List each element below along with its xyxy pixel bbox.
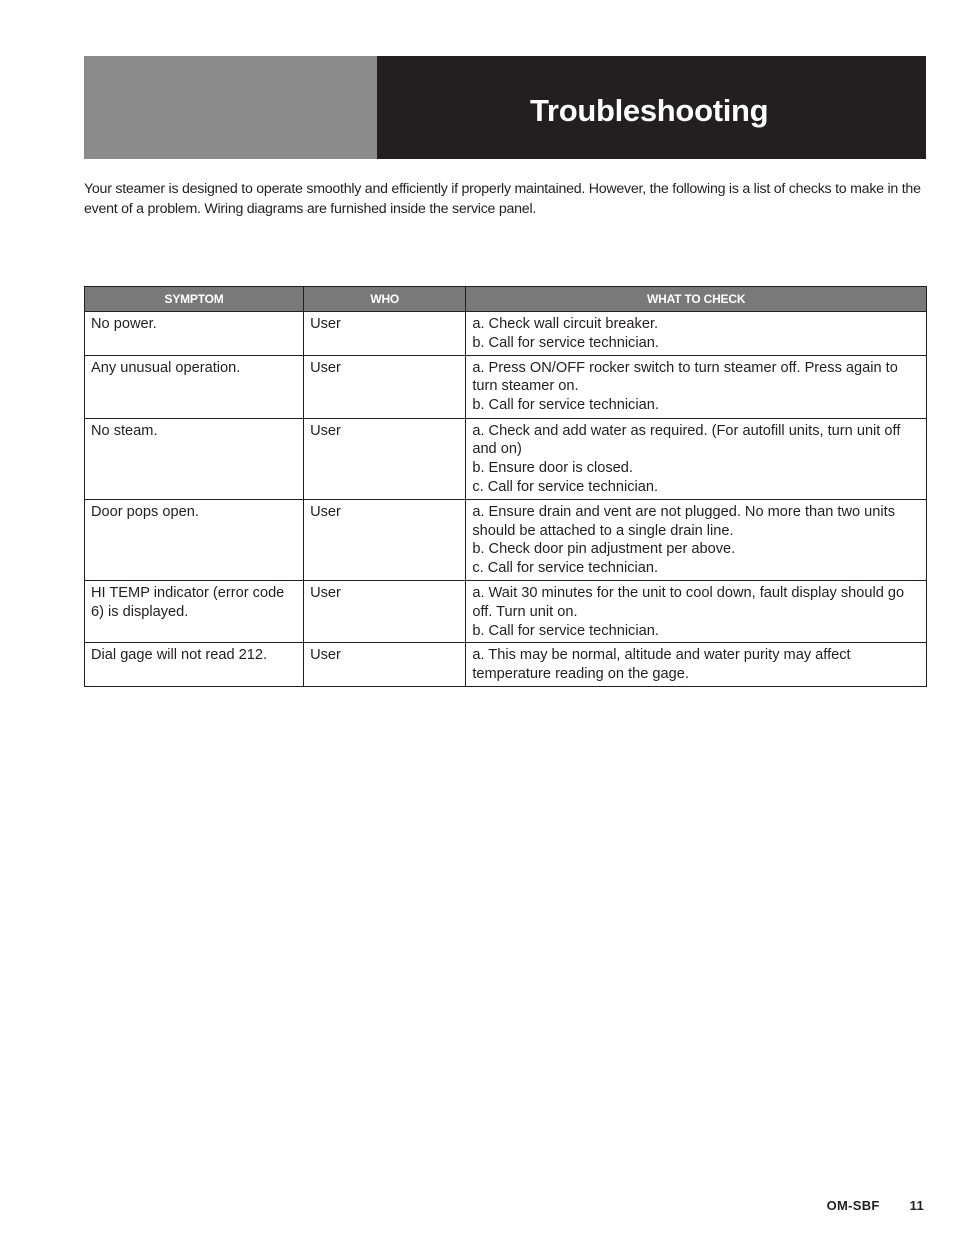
check-cell — [466, 580, 927, 642]
check-line: c. Call for service technician. — [472, 478, 659, 495]
check-line: a. Press ON/OFF rocker switch to turn steamer off. Press again to turn steamer on. — [472, 359, 898, 395]
who-cell: User — [304, 312, 466, 356]
check-line: b. Call for service technician. — [472, 622, 659, 639]
table-row — [85, 643, 927, 687]
who-cell: User — [304, 499, 466, 580]
who-cell: User — [304, 418, 466, 499]
table-row — [85, 499, 927, 580]
header-band — [84, 56, 926, 159]
table-row — [85, 580, 927, 642]
intro-paragraph: Your steamer is designed to operate smoothly and efficiently if properly maintained. However, the following is a list of checks to make in the event of a problem. Wiring diagrams are furnished inside the service panel. — [84, 181, 921, 217]
symptom-cell: No steam. — [85, 418, 304, 499]
symptom-cell: No power. — [85, 312, 304, 356]
check-line: a. Check and add water as required. (For autofill units, turn unit off and on) — [472, 422, 901, 458]
symptom-cell: Any unusual operation. — [85, 355, 304, 418]
page-footer — [827, 1198, 924, 1213]
check-line: b. Call for service technician. — [472, 334, 659, 351]
check-line: b. Call for service technician. — [472, 397, 659, 414]
troubleshooting-table — [84, 286, 927, 687]
check-cell — [466, 499, 927, 580]
page-number: 11 — [909, 1198, 924, 1213]
check-line: a. Wait 30 minutes for the unit to cool down, fault display should go off. Turn unit on. — [472, 584, 905, 620]
table-row — [85, 355, 927, 418]
check-cell — [466, 643, 927, 687]
check-line: c. Call for service technician. — [472, 560, 659, 577]
symptom-cell: Dial gage will not read 212. — [85, 643, 304, 687]
page-title: Troubleshooting — [530, 93, 769, 128]
check-line: b. Check door pin adjustment per above. — [472, 541, 736, 558]
who-cell: User — [304, 643, 466, 687]
who-cell: User — [304, 580, 466, 642]
table-header-row — [85, 287, 927, 312]
check-line: a. Check wall circuit breaker. — [472, 316, 659, 332]
symptom-cell: HI TEMP indicator (error code 6) is displayed. — [85, 580, 304, 642]
header-symptom: SYMPTOM — [85, 287, 304, 312]
who-cell: User — [304, 355, 466, 418]
check-cell — [466, 355, 927, 418]
header-who: WHO — [304, 287, 466, 312]
document-code: OM-SBF — [826, 1198, 880, 1213]
check-line: b. Ensure door is closed. — [472, 460, 633, 477]
check-line: a. Ensure drain and vent are not plugged. No more than two units should be attached to a single drain line. — [472, 503, 895, 539]
header-title-block — [377, 56, 926, 159]
table-row — [85, 312, 927, 356]
header-grey-block — [84, 56, 377, 159]
check-line: a. This may be normal, altitude and water purity may affect temperature reading on the gage. — [472, 647, 851, 683]
table-row — [85, 418, 927, 499]
header-what-to-check: WHAT TO CHECK — [466, 287, 927, 312]
check-cell — [466, 312, 927, 356]
symptom-cell: Door pops open. — [85, 499, 304, 580]
check-cell — [466, 418, 927, 499]
